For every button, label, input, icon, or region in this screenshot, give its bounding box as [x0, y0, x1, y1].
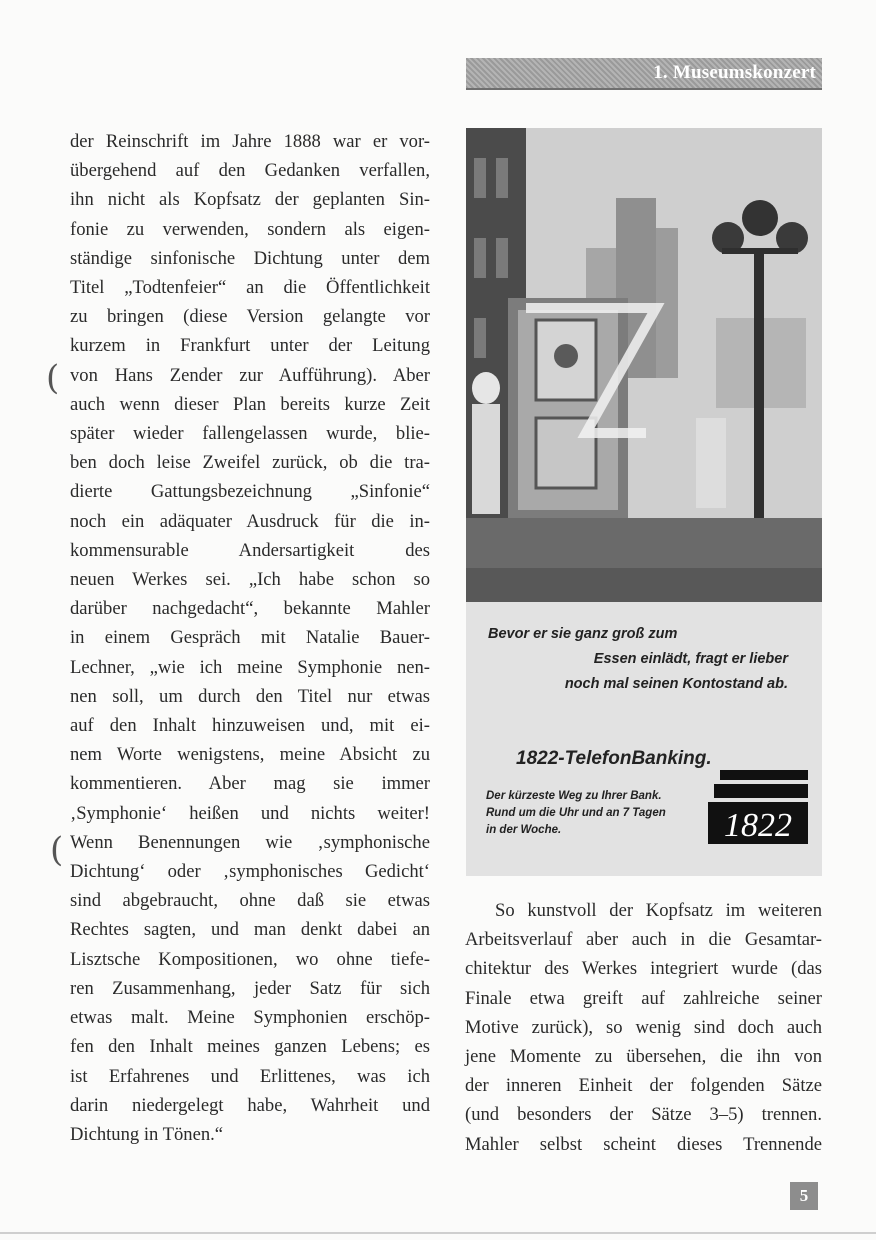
text-line: etwas malt. Meine Symphonien erschöp-	[70, 1007, 430, 1029]
text-line: ihn nicht als Kopfsatz der geplanten Sin-	[70, 189, 430, 211]
text-line: kommentieren. Aber mag sie immer	[70, 773, 430, 795]
text-line: jene Momente zu übersehen, die ihn von	[465, 1046, 822, 1068]
left-text-column	[70, 127, 430, 1149]
text-line: chitektur des Werkes integriert wurde (das	[465, 958, 822, 980]
caption-line: Essen einlädt, fragt er lieber	[593, 651, 788, 667]
text-line: Wenn Benennungen wie ‚symphonische	[70, 831, 430, 853]
section-header-bar	[466, 58, 822, 90]
bank-logo	[706, 770, 810, 846]
section-title: 1. Museumskonzert	[653, 62, 816, 83]
ad-caption	[486, 622, 806, 697]
text-line: sind abgebraucht, ohne daß sie etwas	[70, 890, 430, 912]
right-text-column	[465, 896, 822, 1159]
text-line: Mahler selbst scheint dieses Trennende	[465, 1133, 822, 1155]
text-line: kommensurable Andersartigkeit des	[70, 539, 430, 561]
page-number-badge: 5	[790, 1182, 818, 1210]
text-line: Dichtung‘ oder ‚symphonisches Gedicht‘	[70, 861, 430, 883]
text-line: Finale etwa greift auf zahlreiche seiner	[465, 987, 822, 1009]
text-line: später wieder fallengelassen wurde, blie-	[70, 423, 430, 445]
text-line: ständige sinfonische Dichtung unter dem	[70, 247, 430, 269]
text-line: Dichtung in Tönen.“	[70, 1123, 224, 1145]
text-line: kurzem in Frankfurt unter der Leitung	[70, 335, 430, 357]
text-line: der Reinschrift im Jahre 1888 war er vor-	[70, 131, 430, 152]
caption-line: noch mal seinen Kontostand ab.	[564, 676, 788, 692]
tagline-line: Rund um die Uhr und an 7 Tagen	[486, 807, 666, 819]
text-line: Rechtes sagten, und man denkt dabei an	[70, 919, 430, 941]
text-line: (und besonders der Sätze 3–5) trennen.	[465, 1104, 822, 1126]
text-line: übergehend auf den Gedanken verfallen,	[70, 160, 430, 182]
bank-logo-text: 1822	[724, 807, 792, 844]
tagline-line: Der kürzeste Weg zu Ihrer Bank.	[486, 790, 662, 802]
binder-ring-mark: (	[50, 830, 64, 870]
caption-line: Bevor er sie ganz groß zum	[488, 626, 678, 642]
text-line: dierte Gattungsbezeichnung „Sinfonie“	[70, 481, 430, 503]
text-line: ‚Symphonie‘ heißen und nichts weiter!	[70, 802, 430, 824]
ad-tagline	[486, 788, 716, 839]
text-line: Titel „Todtenfeier“ an die Öffentlichkeit	[70, 277, 430, 299]
ad-brand-name: 1822-TelefonBanking.	[516, 748, 712, 769]
text-line: auch wenn dieser Plan bereits kurze Zeit	[70, 393, 430, 415]
text-line: Motive zurück), so wenig sind doch auch	[465, 1016, 822, 1038]
bank-advertisement	[466, 128, 822, 876]
text-line: auf den Inhalt hinzuweisen und, mit ei-	[70, 715, 430, 737]
text-line: Lechner, „wie ich meine Symphonie nen-	[70, 656, 430, 678]
text-line: ren Zusammenhang, jeder Satz für sich	[70, 977, 430, 999]
text-line: darüber nachgedacht“, bekannte Mahler	[70, 598, 430, 620]
text-line: zu bringen (diese Version gelangte vor	[70, 306, 430, 328]
text-line: noch ein adäquater Ausdruck für die in-	[70, 510, 430, 532]
text-line: der inneren Einheit der folgenden Sätze	[465, 1075, 822, 1097]
text-line: Lisztsche Kompositionen, wo ohne tiefe-	[70, 948, 430, 970]
text-line: neuen Werkes sei. „Ich habe schon so	[70, 569, 430, 591]
street-scene-illustration	[466, 128, 822, 602]
text-line: fonie zu verwenden, sondern als eigen-	[70, 218, 430, 240]
scan-edge-line	[0, 1232, 876, 1234]
text-line: darin niedergelegt habe, Wahrheit und	[70, 1094, 430, 1116]
text-line: in einem Gespräch mit Natalie Bauer-	[70, 627, 430, 649]
text-line: nem Worte wenigstens, meine Absicht zu	[70, 744, 430, 766]
text-line: Arbeitsverlauf aber auch in die Gesamtar-	[465, 929, 822, 951]
text-line: nen soll, um durch den Titel nur etwas	[70, 685, 430, 707]
text-line: So kunstvoll der Kopfsatz im weiteren	[495, 900, 822, 921]
text-line: von Hans Zender zur Aufführung). Aber	[70, 364, 430, 386]
text-line: fen den Inhalt meines ganzen Lebens; es	[70, 1036, 430, 1058]
tagline-line: in der Woche.	[486, 824, 562, 836]
text-line: ben doch leise Zweifel zurück, ob die tra-	[70, 452, 430, 474]
ad-photo-street-scene	[466, 128, 822, 602]
binder-ring-mark: (	[46, 358, 60, 398]
text-line: ist Erfahrenes und Erlittenes, was ich	[70, 1065, 430, 1087]
bank-logo-graphic	[706, 770, 810, 846]
